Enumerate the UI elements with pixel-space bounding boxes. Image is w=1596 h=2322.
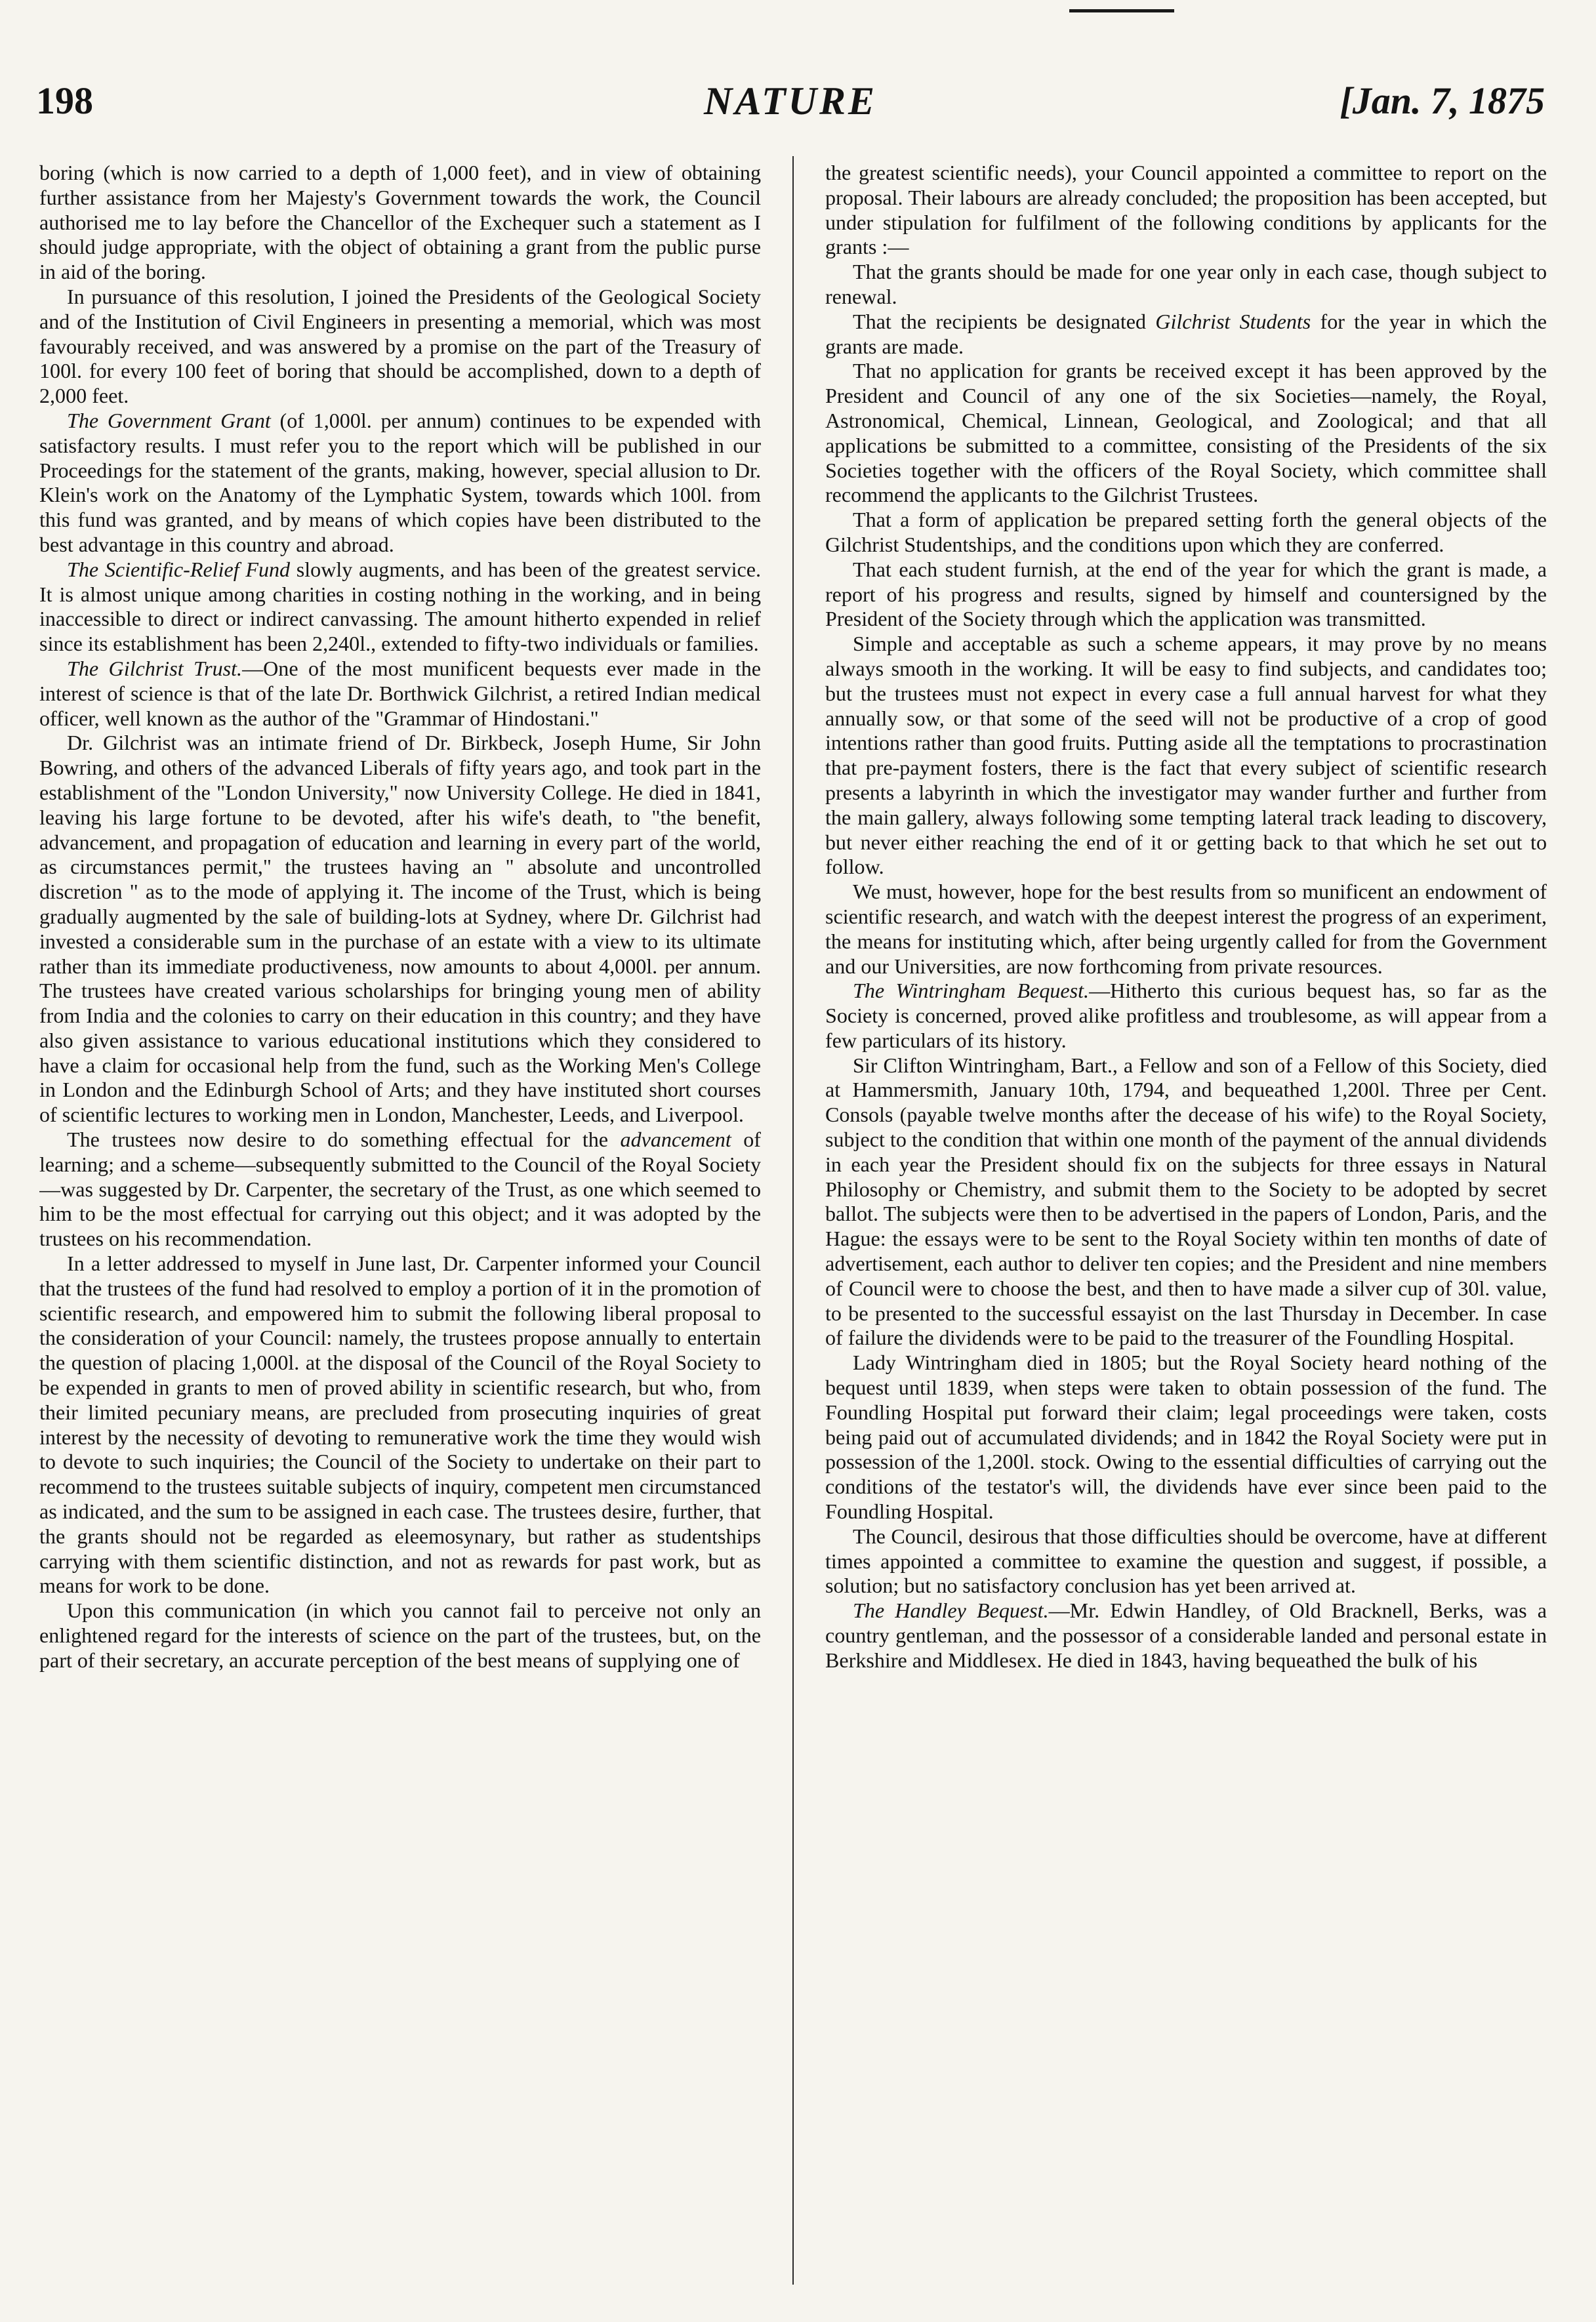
left-column bbox=[39, 161, 761, 2299]
paragraph bbox=[39, 409, 761, 558]
paragraph: Simple and acceptable as such a scheme appears, it may prove by no means always smooth in the working. It will be easy to find subjects, and candidates too; but the trustees must not expect in every case a full annual harvest for what they annually sow, or that some of the seed will not be productive of a crop of good intentions rather than good fruits. Putting aside all the temptations to procrastination that pre-payment fosters, there is the fact that every subject of scientific research presents a labyrinth in which the investigator may wander further and further from the main gallery, always following some tempting lateral track leading to discovery, but never either reaching the end of it or getting back to that which he set out to follow. bbox=[825, 632, 1547, 879]
paragraph bbox=[39, 1128, 761, 1252]
paragraph-text: —One of the most munificent bequests ever made in the interest of science is that of the late Dr. Borthwick Gilchrist, a retired Indian medical officer, well known as the author of the "Grammar of Hindostani." bbox=[39, 656, 761, 730]
top-rule bbox=[1069, 9, 1174, 12]
paragraph-text: slowly augments, and has been of the greatest service. It is almost unique among charities in costing nothing in the working, and in being inaccessible to direct or indirect canvassing. The amount hitherto expended in relief since its establishment has been 2,240l., extended to fifty-two individuals or families. bbox=[39, 557, 761, 656]
paragraph-text: (of 1,000l. per annum) continues to be expended with satisfactory results. I must refer you to the report which will be published in our Proceedings for the statement of the grants, making, however, special allusion to Dr. Klein's work on the Anatomy of the Lymphatic System, towards which 100l. from this fund was granted, and by means of which copies have been distributed to the best advantage in this country and abroad. bbox=[39, 408, 761, 556]
emphasis: Gilchrist Students bbox=[1155, 309, 1311, 333]
condition-item: That each student furnish, at the end of the year for which the grant is made, a report of his progress and results, signed by himself and countersigned by the President of the Society through which the application was transmitted. bbox=[825, 557, 1547, 631]
section-heading: The Wintringham Bequest. bbox=[853, 979, 1090, 1003]
paragraph: In pursuance of this resolution, I joined the Presidents of the Geological Society and of the Institution of Civil Engineers in presenting a memorial, which was most favourably received, and was answered by a promise on the part of the Treasury of 100l. for every 100 feet of boring that should be accomplished, down to a depth of 2,000 feet. bbox=[39, 284, 761, 408]
paragraph bbox=[825, 979, 1547, 1053]
condition-item: That no application for grants be received except it has been approved by the President and Council of any one of the six Societies—namely, the Royal, Astronomical, Chemical, Linnean, Geological, and Zoological; and that all applications be submitted to a committee, consisting of the Presidents of the six Societies together with the officers of the Royal Society, which committee shall recommend the applicants to the Gilchrist Trustees. bbox=[825, 359, 1547, 507]
paragraph: Upon this communication (in which you cannot fail to perceive not only an enlightened regard for the interests of science on the part of the trustees, but, on the part of their secretary, an accurate perception of the best means of supplying one of bbox=[39, 1599, 761, 1672]
section-heading: The Scientific-Relief Fund bbox=[67, 557, 291, 581]
section-heading: The Government Grant bbox=[67, 408, 271, 432]
paragraph bbox=[825, 1599, 1547, 1673]
paragraph bbox=[39, 558, 761, 657]
section-heading: The Gilchrist Trust. bbox=[67, 656, 243, 680]
paragraph: In a letter addressed to myself in June last, Dr. Carpenter informed your Council that the trustees of the fund had resolved to employ a portion of it in the promotion of scientific research, and empowered him to submit the following liberal proposal to the consideration of your Council: namely, the trustees propose annually to entertain the question of placing 1,000l. at the disposal of the Council of the Royal Society to be expended in grants to men of proved ability in scientific research, but who, from their limited pecuniary means, are precluded from prosecuting inquiries of great interest by the necessity of devoting to remunerative work the time they would wish to devote to such inquiries; the Council of the Society to undertake on their part to recommend to the trustees suitable subjects of inquiry, competent men circumstanced as indicated, and the sum to be assigned in each case. The trustees desire, further, that the grants should not be regarded as eleemosynary, but rather as studentships carrying with them scientific distinction, and not as rewards for past work, but as means for work to be done. bbox=[39, 1252, 761, 1598]
condition-item: That a form of application be prepared setting forth the general objects of the Gilchrist Studentships, and the conditions upon which they are conferred. bbox=[825, 508, 1547, 556]
paragraph: Dr. Gilchrist was an intimate friend of Dr. Birkbeck, Joseph Hume, Sir John Bowring, and others of the advanced Liberals of fifty years ago, and took part in the establishment of the "London University," now University College. He died in 1841, leaving his large fortune to be devoted, after his wife's death, to "the benefit, advancement, and propagation of education and learning in every part of the world, as circumstances permit," the trustees having an " absolute and uncontrolled discretion " as to the mode of applying it. The income of the Trust, which is being gradually augmented by the sale of building-lots at Sydney, where Dr. Gilchrist had invested a considerable sum in the purchase of an estate with a view to its ultimate rather than its immediate productiveness, now amounts to about 4,000l. per annum. The trustees have created various scholarships for bringing young men of ability from India and the colonies to carry on their education in this country; and they have also given assistance to various educational institutions which they considered to have a claim for occasional help from the fund, such as the Working Men's College in London and the Edinburgh School of Arts; and they have instituted short courses of scientific lectures to working men in London, Manchester, Leeds, and Liverpool. bbox=[39, 731, 761, 1127]
paragraph-text: The trustees now desire to do something effectual for the bbox=[67, 1128, 621, 1152]
paragraph: The Council, desirous that those difficulties should be overcome, have at different times appointed a committee to examine the question and suggest, if possible, a solution; but no satisfactory conclusion has yet been arrived at. bbox=[825, 1524, 1547, 1598]
paragraph: Sir Clifton Wintringham, Bart., a Fellow and son of a Fellow of this Society, died at Hammersmith, January 10th, 1794, and bequeathed 1,200l. Three per Cent. Consols (payable twelve months after the decease of his wife) to the Royal Society, subject to the condition that within one month of the payment of the annual dividends in each year the President should fix on the subjects for three essays in Natural Philosophy or Chemistry, and submit them to the Society to be adopted by secret ballot. The subjects were then to be advertised in the papers of London, Paris, and the Hague: the essays were to be sent to the Royal Society within ten months of date of advertisement, each author to deliver ten copies; and the President and nine members of Council were to choose the best, and then to have made a silver cup of 30l. value, to be presented to the successful essayist on the last Thursday in December. In case of failure the dividends were to be paid to the treasurer of the Foundling Hospital. bbox=[825, 1053, 1547, 1350]
paragraph-text: That the recipients be designated bbox=[853, 309, 1156, 333]
paragraph: We must, however, hope for the best results from so munificent an endowment of scientific research, and watch with the deepest interest the progress of an experiment, the means for instituting which, after being urgently called for from the Government and our Universities, are now forthcoming from private resources. bbox=[825, 880, 1547, 978]
section-heading: The Handley Bequest. bbox=[853, 1599, 1049, 1623]
paragraph-text: of learning; and a scheme—subsequently submitted to the Council of the Royal Society—was suggested by Dr. Carpenter, the secretary of the Trust, as one which seemed to him to be the most effectual for carrying out this object; and it was adopted by the trustees on his recommendation. bbox=[39, 1128, 761, 1251]
paragraph: Lady Wintringham died in 1805; but the Royal Society heard nothing of the bequest until 1839, when steps were taken to obtain possession of the fund. The Foundling Hospital put forward their claim; legal proceedings were taken, costs being paid out of accumulated dividends; and in 1842 the Royal Society were put in possession of the 1,200l. stock. Owing to the essential difficulties of carrying out the conditions of the testator's will, the dividends have ever since been paid to the Foundling Hospital. bbox=[825, 1351, 1547, 1524]
page-header bbox=[36, 79, 1545, 138]
column-divider bbox=[792, 156, 794, 2285]
paragraph-text: —Mr. Edwin Handley, of Old Bracknell, Berks, was a country gentleman, and the possessor of a considerable landed and personal estate in Berkshire and Middlesex. He died in 1843, having bequeathed the bulk of his bbox=[825, 1599, 1547, 1672]
journal-title: NATURE bbox=[703, 79, 878, 123]
paragraph: boring (which is now carried to a depth of 1,000 feet), and in view of obtaining further assistance from her Majesty's Government towards the work, the Council authorised me to lay before the Chancellor of the Exchequer such a statement as I should judge appropriate, with the object of obtaining a grant from the public purse in aid of the boring. bbox=[39, 161, 761, 284]
condition-item: That the grants should be made for one year only in each case, though subject to renewal. bbox=[825, 260, 1547, 308]
right-column bbox=[825, 161, 1547, 2299]
page-number: 198 bbox=[36, 79, 93, 122]
paragraph bbox=[39, 657, 761, 731]
paragraph-text: —Hitherto this curious bequest has, so far as the Society is concerned, proved alike profitless and troublesome, as will appear from a few particulars of its history. bbox=[825, 979, 1547, 1052]
paragraph-text: for the year in which the grants are made. bbox=[825, 309, 1547, 358]
condition-item bbox=[825, 310, 1547, 359]
paragraph: the greatest scientific needs), your Council appointed a committee to report on the proposal. Their labours are already concluded; the proposition has been accepted, but under stipulation for fulfilment of the following conditions by applicants for the grants :— bbox=[825, 161, 1547, 259]
issue-date: [Jan. 7, 1875 bbox=[1340, 79, 1545, 122]
emphasis: advancement bbox=[620, 1128, 731, 1152]
